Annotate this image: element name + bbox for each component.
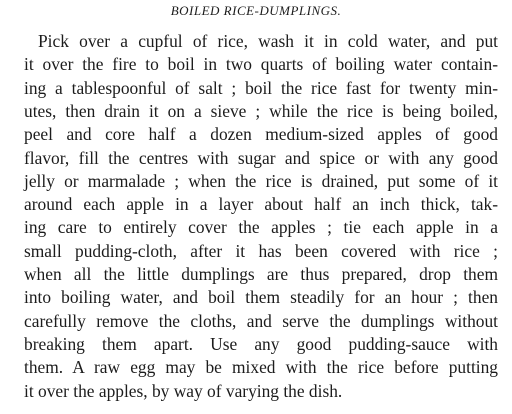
- text-line: jelly or marmalade ; when the rice is drained, put some of it: [24, 170, 498, 191]
- text-line: them. A raw egg may be mixed with the rice before putting: [24, 357, 498, 378]
- text-line: utes, then drain it on a sieve ; while the rice is being boiled,: [24, 100, 498, 121]
- text-line: carefully remove the cloths, and serve the dumplings without: [24, 310, 498, 331]
- text-line: it over the apples, by way of varying the dish.: [24, 380, 343, 401]
- text-line: around each apple in a layer about half an inch thick, tak-: [24, 194, 498, 215]
- recipe-title: BOILED RICE-DUMPLINGS.: [170, 3, 342, 18]
- text-line: ing a tablespoonful of salt ; boil the rice fast for twenty min-: [24, 77, 498, 98]
- text-line: when all the little dumplings are thus prepared, drop them: [24, 264, 498, 284]
- text-line: it over the fire to boil in two quarts of boiling water contain-: [24, 54, 498, 75]
- text-line: into boiling water, and boil them steadily for an hour ; then: [24, 287, 498, 308]
- text-line: flavor, fill the centres with sugar and spice or with any good: [24, 147, 498, 168]
- text-line: ing care to entirely cover the apples ; tie each apple in a: [24, 217, 498, 238]
- text-line: Pick over a cupful of rice, wash it in cold water, and put: [38, 31, 498, 51]
- text-line: peel and core half a dozen medium-sized apples of good: [24, 124, 498, 145]
- text-line: breaking them apart. Use any good pudding-sauce with: [24, 333, 498, 354]
- text-line: small pudding-cloth, after it has been covered with rice ;: [24, 240, 498, 261]
